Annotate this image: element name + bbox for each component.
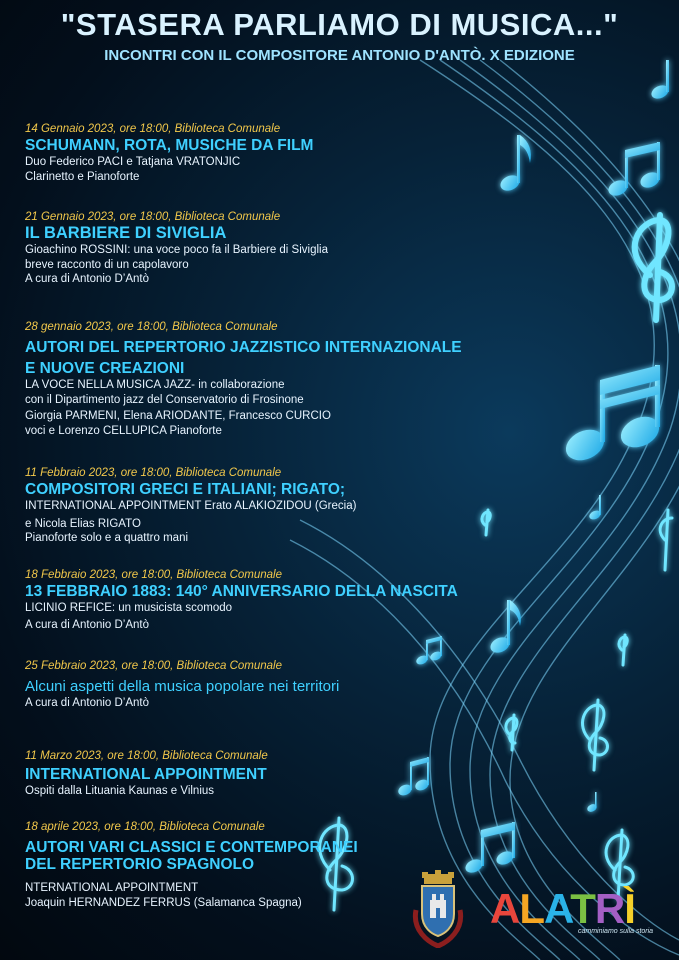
- event-line: A cura di Antonio D’Antò: [25, 697, 150, 709]
- event-line: LA VOCE NELLA MUSICA JAZZ- in collaborazione: [25, 379, 285, 391]
- event-line: Giorgia PARMENI, Elena ARIODANTE, Francesco CURCIO: [25, 410, 331, 422]
- event-line: A cura di Antonio D’Antò: [25, 273, 150, 285]
- event-item: [25, 820, 545, 910]
- event-line: A cura di Antonio D’Antò: [25, 618, 150, 631]
- event-date: 25 Febbraio 2023, ore 18:00, Biblioteca Comunale: [25, 660, 283, 672]
- event-title: IL BARBIERE DI SIVIGLIA: [25, 224, 227, 242]
- event-item: [25, 466, 545, 546]
- event-title: 13 FEBBRAIO 1883: 140° ANNIVERSARIO DELLA NASCITA: [25, 583, 458, 600]
- event-item: [25, 210, 545, 287]
- event-title: COMPOSITORI GRECI E ITALIANI; RIGATO;: [25, 481, 346, 498]
- event-line: INTERNATIONAL APPOINTMENT Erato ALAKIOZIDOU (Grecia): [25, 500, 357, 512]
- alatri-logo: [490, 885, 670, 935]
- event-title-line2: DEL REPERTORIO SPAGNOLO: [25, 856, 255, 873]
- brand-letter: T: [570, 885, 595, 932]
- brand-letter: A: [544, 885, 571, 932]
- event-item: [25, 659, 545, 711]
- event-line: voci e Lorenzo CELLUPICA Pianoforte: [25, 424, 222, 437]
- poster-title: "STASERA PARLIAMO DI MUSICA...": [60, 7, 619, 42]
- brand-letter: A: [490, 885, 520, 932]
- event-title: AUTORI DEL REPERTORIO JAZZISTICO INTERNAZIONALE: [25, 339, 462, 356]
- event-item: [25, 122, 545, 184]
- event-line: con il Dipartimento jazz del Conservatorio di Frosinone: [25, 393, 304, 406]
- poster-header: [0, 6, 679, 66]
- brand-letter: Ì: [624, 885, 635, 932]
- event-item: [25, 320, 545, 438]
- city-crest-icon: [410, 870, 466, 948]
- event-title: AUTORI VARI CLASSICI E CONTEMPORANEI: [25, 839, 358, 856]
- event-title: INTERNATIONAL APPOINTMENT: [25, 766, 267, 783]
- brand-tagline: camminiamo sulla storia: [578, 928, 654, 935]
- brand-letter: R: [594, 885, 625, 932]
- event-date: 21 Gennaio 2023, ore 18:00, Biblioteca Comunale: [25, 211, 281, 223]
- event-line: Joaquin HERNANDEZ FERRUS (Salamanca Spagna): [25, 896, 302, 909]
- event-line: breve racconto di un capolavoro: [25, 258, 189, 271]
- poster-subtitle: INCONTRI CON IL COMPOSITORE ANTONIO D'ANTÒ. X EDIZIONE: [104, 47, 575, 64]
- event-item: [25, 749, 545, 799]
- event-line: Clarinetto e Pianoforte: [25, 170, 140, 183]
- event-date: 28 gennaio 2023, ore 18:00, Biblioteca Comunale: [25, 321, 278, 333]
- event-line: LICINIO REFICE: un musicista scomodo: [25, 602, 233, 614]
- event-title-line2: E NUOVE CREAZIONI: [25, 360, 185, 377]
- event-line: NTERNATIONAL APPOINTMENT: [25, 882, 199, 894]
- event-date: 18 aprile 2023, ore 18:00, Biblioteca Comunale: [25, 821, 265, 833]
- event-item: [25, 568, 545, 632]
- event-date: 11 Febbraio 2023, ore 18:00, Biblioteca Comunale: [25, 467, 282, 479]
- event-title: Alcuni aspetti della musica popolare nei territori: [25, 678, 340, 695]
- event-date: 11 Marzo 2023, ore 18:00, Biblioteca Comunale: [25, 750, 268, 762]
- event-title: SCHUMANN, ROTA, MUSICHE DA FILM: [25, 137, 314, 154]
- event-date: 18 Febbraio 2023, ore 18:00, Biblioteca Comunale: [25, 569, 283, 581]
- event-line: Ospiti dalla Lituania Kaunas e Vilnius: [25, 785, 215, 797]
- brand-letter: L: [519, 885, 544, 932]
- event-date: 14 Gennaio 2023, ore 18:00, Biblioteca Comunale: [25, 123, 281, 135]
- treble-clef-icon: [635, 215, 672, 320]
- event-line: e Nicola Elias RIGATO: [25, 517, 141, 530]
- event-line: Duo Federico PACI e Tatjana VRATONJIC: [25, 156, 241, 168]
- event-line: Pianoforte solo e a quattro mani: [25, 532, 189, 544]
- event-line: Gioachino ROSSINI: una voce poco fa il Barbiere di Siviglia: [25, 244, 328, 256]
